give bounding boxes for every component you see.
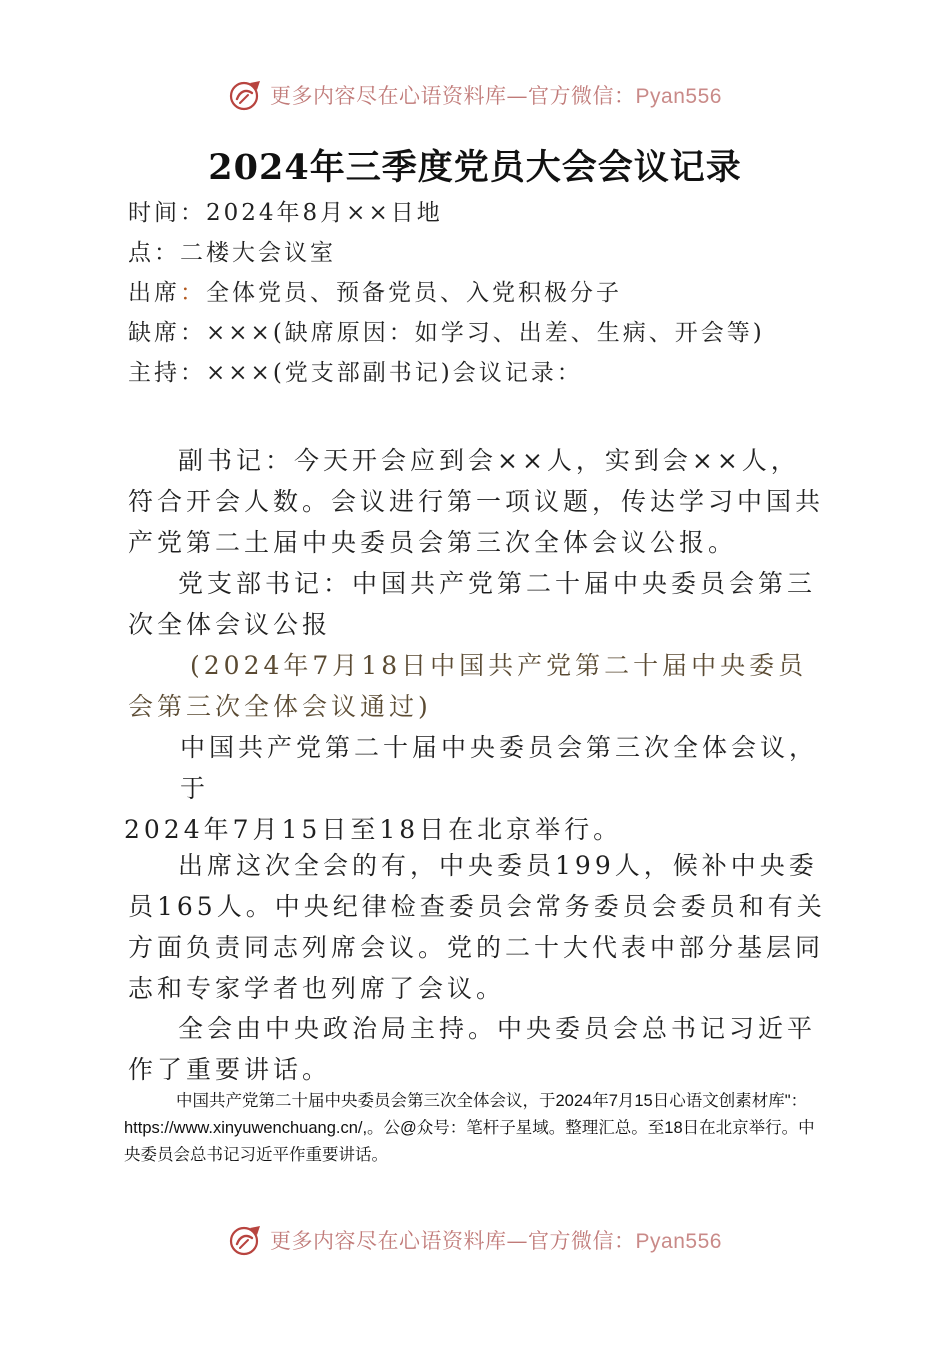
stamp-logo-icon <box>228 77 264 113</box>
meta-absence: 缺席：×××(缺席原因：如学习、出差、生病、开会等) <box>128 320 765 346</box>
paragraph-attendees: 出席这次全会的有，中央委员199人，候补中央委员165人。中央纪律检查委员会常务委员会委员和有关方面负责同志列席会议。党的二十大代表中部分基层同志和专家学者也列席了会议。 <box>128 851 826 1003</box>
stamp-logo-icon <box>228 1222 264 1258</box>
paragraph-session-dates: 2024年7月15日至18日在北京举行。 <box>124 815 623 844</box>
banner-text: 更多内容尽在心语资料库—官方微信：Pyan556 <box>270 1229 722 1253</box>
footnote-text: 中国共产党第二十届中央委员会第三次全体会议，于2024年7月15日心语文创素材库"：https://www.xinyuwenchuang.cn/,。公@众号：笔杆子星域。整理汇总。至18日在北京举行。中央委员会总书记习近平作重要讲话。 <box>124 1092 815 1164</box>
paragraph-branch-secretary: 党支部书记：中国共产党第二十届中央委员会第三次全体会议公报 <box>128 569 817 639</box>
header-banner <box>0 72 950 118</box>
banner-wechat-id: Pyan556 <box>635 85 722 108</box>
paragraph-deputy-secretary: 副书记：今天开会应到会××人，实到会××人，符合开会人数。会议进行第一项议题，传达学习中国共产党第二土届中央委员会第三次全体会议公报。 <box>128 446 825 557</box>
banner-text: 更多内容尽在心语资料库—官方微信：Pyan556 <box>270 84 722 108</box>
paragraph-session-intro: 中国共产党第二十届中央委员会第三次全体会议，于 <box>180 733 819 803</box>
document-title: 2024年三季度党员大会会议记录 <box>208 147 742 188</box>
paragraph-presided: 全会由中央政治局主持。中央委员会总书记习近平作了重要讲话。 <box>128 1014 817 1084</box>
meta-location: 点：二楼大会议室 <box>128 240 336 266</box>
meta-time: 时间：2024年8月××日地 <box>128 200 443 226</box>
banner-wechat-id: Pyan556 <box>635 1230 722 1253</box>
meta-attendance: 出席：全体党员、预备党员、入党积极分子 <box>128 280 622 306</box>
meta-host: 主持：×××(党支部副书记)会议记录： <box>128 360 583 386</box>
paragraph-communique-note: (2024年7月18日中国共产党第二十届中央委员会第三次全体会议通过) <box>128 651 808 721</box>
footer-banner <box>0 1217 950 1263</box>
